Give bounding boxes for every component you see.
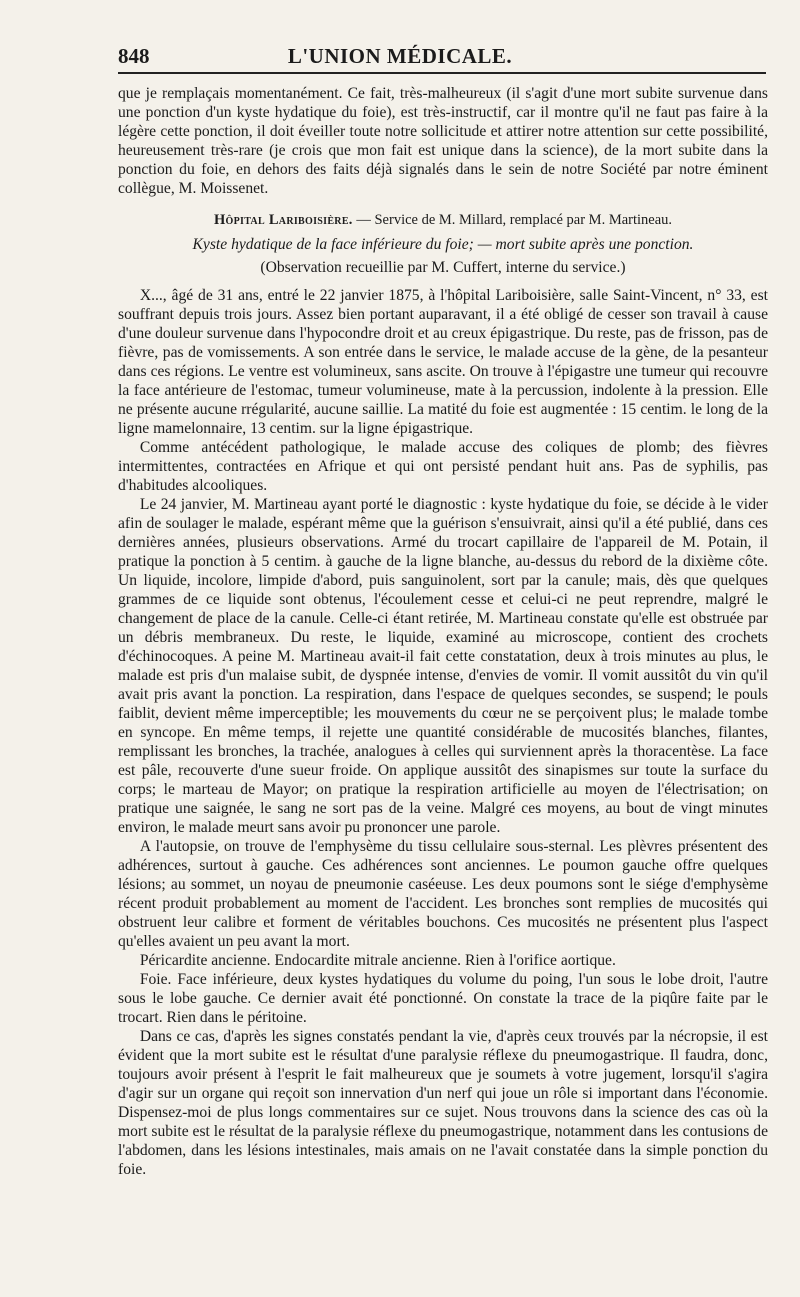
case-title: Kyste hydatique de la face inférieure du foie; — mort subite après une ponction. bbox=[192, 236, 694, 253]
article-body bbox=[118, 84, 768, 1179]
service-line: — Service de M. Millard, remplacé par M. Martineau. bbox=[352, 212, 673, 228]
paragraph-puncture: Le 24 janvier, M. Martineau ayant porté le diagnostic : kyste hydatique du foie, se décide à le vider afin de soulager le malade, espérant même que la guérison s'ensuivrait, ainsi qu'il a été publié, dans ces dernières années, plusieurs observations. Armé du trocart capillaire de l'appareil de M. Potain, il pratique la ponction à 5 centim. à gauche de la ligne blanche, au-dessus du rebord de la dixième côte. Un liquide, incolore, limpide d'abord, puis sanguinolent, sort par la canule; mais, dès que quelques grammes de ce liquide sont obtenus, l'écoulement cesse et celui-ci ne peut reprendre, malgré le changement de place de la canule. Celle-ci étant retirée, M. Martineau constate qu'elle est obstruée par un débris membraneux. Du reste, le liquide, examiné au microscope, contient des crochets d'échinocoques. A peine M. Martineau avait-il fait cette constatation, deux à trois minutes au plus, le malade est pris d'un malaise subit, de dyspnée intense, d'envies de vomir. Il vomit aussitôt du vin qu'il avait pris avant la ponction. La respiration, dans l'espace de quelques secondes, se suspend; le pouls faiblit, devient même imperceptible; les mouvements du cœur ne se perçoivent plus; le malade tombe en syncope. En même temps, il rejette une quantité considérable de mucosités blanches, filantes, remplissant les bronches, la trachée, analogues à celles qui surviennent après la thoracentèse. La face est pâle, recouverte d'une sueur froide. On applique aussitôt des sinapismes sur toute la surface du corps; le marteau de Mayor; on pratique la respiration artificielle au moyen de l'électrisation; on pratique une saignée, le sang ne sort pas de la veine. Malgré ces moyens, au bout de vingt minutes environ, le malade meurt sans avoir pu prononcer une parole. bbox=[118, 496, 768, 836]
paragraph-antecedents: Comme antécédent pathologique, le malade accuse des coliques de plomb; des fièvres intermittentes, contractées en Afrique et qui ont persisté pendant huit ans. Pas de syphilis, pas d'habitudes alcooliques. bbox=[118, 439, 768, 494]
hospital-name: Hôpital Lariboisière. bbox=[213, 212, 353, 228]
observation-line: (Observation recueillie par M. Cuffert, interne du service.) bbox=[260, 259, 626, 276]
page-number: 848 bbox=[118, 44, 150, 68]
running-header bbox=[0, 38, 800, 72]
paragraph-autopsy: A l'autopsie, on trouve de l'emphysème du tissu cellulaire sous-sternal. Les plèvres présentent des adhérences, surtout à gauche. Ces adhérences sont anciennes. Le poumon gauche offre quelques lésions; au sommet, un noyau de pneumonie caséeuse. Les deux poumons sont le siége d'emphysème récent produit probablement au moment de l'accident. Les bronches sont remplies de mucosités qui obstruent leur calibre et forment de véritables bouchons. Ces mucosités ne présentent plus l'aspect qu'elles avaient un peu avant la mort. bbox=[118, 838, 768, 950]
paragraph-liver: Foie. Face inférieure, deux kystes hydatiques du volume du poing, l'un sous le lobe droit, l'autre sous le lobe gauche. Ce dernier avait été ponctionné. On constate la trace de la piqûre faite par le trocart. Rien dans le péritoine. bbox=[118, 971, 768, 1026]
hospital-heading bbox=[118, 211, 768, 230]
paragraph-conclusion: Dans ce cas, d'après les signes constatés pendant la vie, d'après ceux trouvés par la nécropsie, il est évident que la mort subite est le résultat d'une paralysie réflexe du pneumogastrique. Il faudra, donc, toujours avoir présent à l'esprit le fait malheureux que je soumets à votre jugement, lorsqu'il s'agira d'agir sur un organe qui reçoit son innervation d'un nerf qui joue un rôle si important dans l'économie. Dispensez-moi de plus longs commentaires sur ce sujet. Nous trouvons dans la science des cas où la mort subite est le résultat de la paralysie réflexe du pneumogastrique, notamment dans les contusions de l'abdomen, dans les lésions intestinales, mais amais on ne l'avait constatée dans la simple ponction du foie. bbox=[118, 1028, 768, 1178]
intro-paragraph: que je remplaçais momentanément. Ce fait, très-malheureux (il s'agit d'une mort subite survenue dans une ponction d'un kyste hydatique du foie), est très-instructif, car il montre qu'il ne faut pas faire à la légère cette ponction, il doit éveiller toute notre sollicitude et attirer notre attention sur cette possibilité, heureusement très-rare (je crois que mon fait est unique dans la science), de la mort subite dans la ponction du foie, en dehors des faits déjà signalés dans le sein de notre Société par notre éminent collègue, M. Moissenet. bbox=[118, 85, 768, 197]
header-rule bbox=[118, 72, 766, 74]
paragraph-case-history: X..., âgé de 31 ans, entré le 22 janvier 1875, à l'hôpital Lariboisière, salle Saint-Vincent, n° 33, est souffrant depuis trois jours. Assez bien portant auparavant, il a été obligé de cesser son travail à cause d'une douleur survenue dans l'hypocondre droit et au creux épigastrique. Du reste, pas de frisson, pas de fièvre, pas de vomissements. A son entrée dans le service, le malade accuse de la gène, de la pesanteur dans ces régions. Le ventre est volumineux, sans ascite. On trouve à l'épigastre une tumeur qui recouvre la face antérieure de l'estomac, tumeur volumineuse, mate à la percussion, indolente à la pression. Elle ne présente aucune rrégularité, aucune saillie. La matité du foie est augmentée : 15 centim. le long de la ligne mamelonnaire, 13 centim. sur la ligne épigastrique. bbox=[118, 287, 768, 437]
journal-title: L'UNION MÉDICALE. bbox=[287, 44, 513, 68]
paragraph-pericarditis: Péricardite ancienne. Endocardite mitrale ancienne. Rien à l'orifice aortique. bbox=[139, 952, 616, 969]
